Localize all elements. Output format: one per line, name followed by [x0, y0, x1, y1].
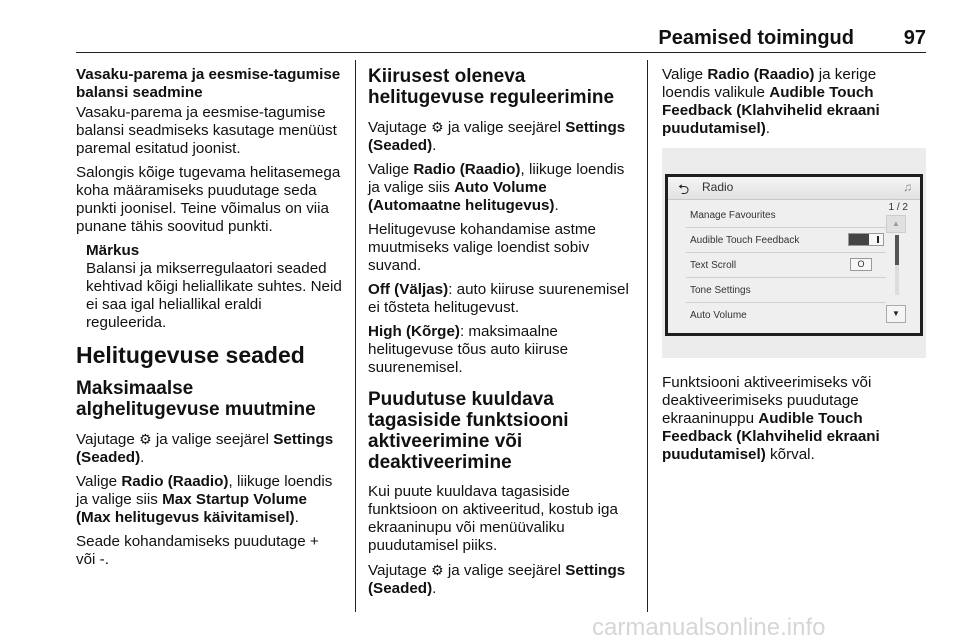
text-bold: Radio (Raadio) — [413, 161, 521, 178]
menu-item-auto-volume[interactable] — [686, 303, 886, 327]
scrollbar-thumb[interactable] — [895, 235, 899, 265]
text: . — [432, 580, 437, 597]
watermark: carmanualsonline.info — [592, 614, 826, 641]
scroll-up-button[interactable]: ▲ — [886, 215, 906, 233]
text-bold: Audible Touch Feedback (Klahvihelid ekraani puudutamisel) — [662, 84, 880, 137]
screen-frame — [665, 174, 923, 336]
text: kõrval. — [770, 446, 815, 463]
menu-item-label: Auto Volume — [690, 310, 747, 321]
column-1 — [76, 66, 342, 575]
text: . — [554, 197, 559, 214]
toggle-off[interactable]: O — [850, 258, 872, 271]
menu-item-audible-touch-feedback[interactable] — [686, 228, 886, 253]
menu-item-label: Audible Touch Feedback — [690, 235, 800, 246]
screen-page-indicator: 1 / 2 — [888, 202, 908, 213]
text-bold: Radio (Raadio) — [707, 66, 815, 83]
text-bold: Radio (Raadio) — [121, 473, 229, 490]
menu-item-label: Manage Favourites — [690, 210, 776, 221]
text: , liikuge loendis ja valige siis — [368, 161, 625, 196]
heading-touch-feedback: Puudutuse kuuldava tagasiside funktsiooni aktiveerimine või deaktiveerimine — [368, 389, 569, 473]
text: Vajutage — [76, 431, 135, 448]
paragraph: Seade kohandamiseks puudutage + või -. — [76, 533, 319, 568]
text: . — [140, 449, 145, 466]
text-bold: Auto Volume (Automaatne helitugevus) — [368, 179, 555, 214]
toggle-on[interactable] — [848, 233, 884, 246]
text: : auto kiiruse suurenemisel ei tõsteta helitugevust. — [368, 281, 629, 316]
paragraph: Salongis kõige tugevama helitasemega koha määramiseks puudutage seda punkti joonisel. Teine võimalus on viia punane tähis soovitud punkti. — [76, 164, 341, 235]
text-bold: Off (Väljas) — [368, 281, 449, 298]
text: Valige — [662, 66, 704, 83]
text: ja kerige loendis valikule — [662, 66, 877, 101]
music-note-icon[interactable]: ♫ — [903, 180, 912, 194]
text: Funktsiooni aktiveerimiseks või deaktiveerimiseks puudutage ekraaninuppu — [662, 374, 872, 427]
menu-item-text-scroll[interactable] — [686, 253, 886, 278]
paragraph — [368, 281, 634, 317]
settings-icon: ⚙ — [431, 119, 444, 135]
heading-balance: Vasaku-parema ja eesmise-tagumise balansi seadmine — [76, 66, 341, 101]
text: : maksimaalne helitugevuse tõus auto kiiruse suurenemisel. — [368, 323, 569, 376]
column-divider — [647, 60, 648, 612]
paragraph — [662, 66, 928, 138]
text: ja valige seejärel — [447, 562, 562, 579]
scroll-down-button[interactable]: ▼ — [886, 305, 906, 323]
paragraph — [368, 118, 634, 155]
heading-max-volume: Maksimaalse alghelitugevuse muutmine — [76, 378, 316, 420]
paragraph: Kui puute kuuldava tagasiside funktsioon on aktiveeritud, kostub iga ekraaninupu või menüüvaliku puudutamisel piiks. — [368, 483, 618, 554]
note-block — [86, 242, 342, 332]
paragraph — [662, 374, 928, 464]
text: ja valige seejärel — [447, 119, 562, 136]
column-3 — [662, 66, 928, 144]
menu-item-label: Tone Settings — [690, 285, 751, 296]
text: Vajutage — [368, 119, 427, 136]
text: Valige — [368, 161, 410, 178]
page-header — [76, 27, 926, 51]
note-text: Balansi ja mikserregulaatori seaded kehtivad kõigi heliallikate suhtes. Neid ei saa igal heliallikal eraldi reguleerida. — [86, 260, 342, 331]
paragraph — [368, 561, 634, 598]
menu-item-tone-settings[interactable] — [686, 278, 886, 303]
text-bold: Max Startup Volume (Max helitugevus käivitamisel) — [76, 491, 307, 526]
heading-speed-volume: Kiirusest oleneva helitugevuse reguleerimine — [368, 66, 615, 108]
text: . — [432, 137, 437, 154]
text: . — [765, 120, 771, 137]
page-header-title: Peamised toimingud — [658, 27, 854, 49]
text: . — [294, 509, 299, 526]
column-2 — [368, 66, 634, 604]
text-bold: Settings (Seaded) — [76, 431, 334, 466]
page-number: 97 — [903, 27, 926, 49]
screen-title: Radio — [702, 180, 734, 194]
text-bold: Audible Touch Feedback (Klahvihelid ekraani puudutamisel) — [662, 410, 880, 463]
paragraph — [368, 323, 634, 377]
text: Vajutage — [368, 562, 427, 579]
paragraph: Helitugevuse kohandamise astme muutmiseks valige loendist sobiv suvand. — [368, 221, 596, 274]
menu-item-label: Text Scroll — [690, 260, 737, 271]
text-bold: Settings (Seaded) — [368, 562, 626, 597]
paragraph — [76, 473, 342, 527]
radio-screen-figure — [662, 148, 926, 358]
text-bold: High (Kõrge) — [368, 323, 460, 340]
column-3-lower — [662, 374, 928, 470]
menu-item-manage-favourites[interactable] — [686, 203, 886, 228]
screen-header — [668, 177, 920, 200]
paragraph — [76, 430, 342, 467]
paragraph: Vasaku-parema ja eesmise-tagumise balansi seadmiseks kasutage menüüst paremal esitatud joonist. — [76, 104, 337, 157]
header-rule — [76, 52, 926, 53]
text-bold: Settings (Seaded) — [368, 119, 626, 154]
settings-icon: ⚙ — [431, 562, 444, 578]
text: Valige — [76, 473, 118, 490]
paragraph — [368, 161, 634, 215]
settings-icon: ⚙ — [139, 431, 152, 447]
section-heading: Helitugevuse seaded — [76, 342, 305, 368]
text: , liikuge loendis ja valige siis — [76, 473, 333, 508]
note-title: Märkus — [86, 242, 140, 259]
screen-content — [668, 177, 920, 333]
text: ja valige seejärel — [155, 431, 270, 448]
column-divider — [355, 60, 356, 612]
back-arrow-icon[interactable]: ⮌ — [678, 181, 690, 197]
